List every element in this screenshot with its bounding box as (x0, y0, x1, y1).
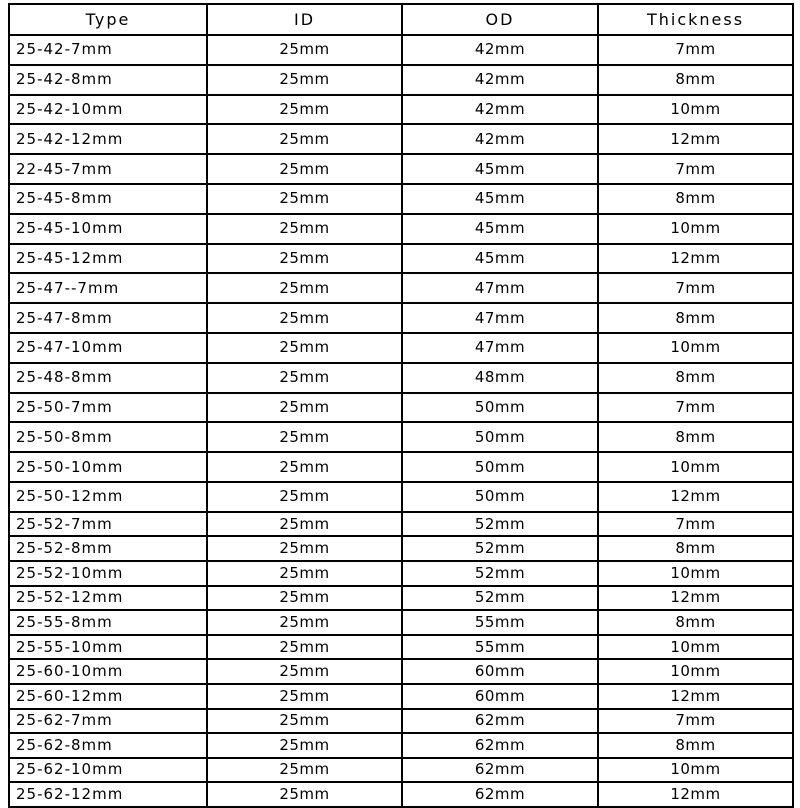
table-row (9, 610, 793, 635)
cell-id: 25mm (207, 782, 402, 807)
cell-id: 25mm (207, 758, 402, 783)
cell-thickness: 10mm (598, 452, 793, 482)
cell-type: 25-42-12mm (9, 124, 207, 154)
cell-thickness: 10mm (598, 635, 793, 660)
cell-thickness: 8mm (598, 363, 793, 393)
cell-od: 50mm (402, 482, 598, 512)
cell-od: 42mm (402, 124, 598, 154)
cell-type: 25-42-8mm (9, 65, 207, 95)
cell-type: 25-47--7mm (9, 273, 207, 303)
cell-thickness: 12mm (598, 782, 793, 807)
table-row (9, 273, 793, 303)
cell-id: 25mm (207, 452, 402, 482)
cell-thickness: 12mm (598, 244, 793, 274)
table-body (9, 35, 793, 807)
cell-od: 50mm (402, 422, 598, 452)
cell-type: 25-50-8mm (9, 422, 207, 452)
cell-od: 45mm (402, 154, 598, 184)
cell-type: 25-42-10mm (9, 95, 207, 125)
cell-od: 42mm (402, 35, 598, 65)
table-row (9, 363, 793, 393)
cell-od: 45mm (402, 184, 598, 214)
cell-type: 25-52-12mm (9, 586, 207, 611)
cell-type: 25-50-12mm (9, 482, 207, 512)
cell-thickness: 10mm (598, 561, 793, 586)
cell-id: 25mm (207, 684, 402, 709)
cell-id: 25mm (207, 536, 402, 561)
cell-id: 25mm (207, 610, 402, 635)
table-row (9, 586, 793, 611)
cell-type: 25-52-10mm (9, 561, 207, 586)
cell-type: 22-45-7mm (9, 154, 207, 184)
cell-od: 47mm (402, 303, 598, 333)
cell-od: 42mm (402, 95, 598, 125)
cell-thickness: 12mm (598, 124, 793, 154)
table-row (9, 452, 793, 482)
header-id: ID (207, 4, 402, 35)
cell-id: 25mm (207, 333, 402, 363)
cell-id: 25mm (207, 561, 402, 586)
cell-thickness: 7mm (598, 273, 793, 303)
cell-thickness: 8mm (598, 184, 793, 214)
cell-thickness: 8mm (598, 733, 793, 758)
cell-thickness: 12mm (598, 482, 793, 512)
cell-type: 25-48-8mm (9, 363, 207, 393)
cell-type: 25-50-7mm (9, 393, 207, 423)
cell-od: 52mm (402, 512, 598, 537)
cell-thickness: 7mm (598, 35, 793, 65)
cell-id: 25mm (207, 303, 402, 333)
cell-od: 55mm (402, 610, 598, 635)
cell-type: 25-45-10mm (9, 214, 207, 244)
header-od: OD (402, 4, 598, 35)
cell-od: 47mm (402, 273, 598, 303)
cell-type: 25-60-10mm (9, 659, 207, 684)
cell-od: 45mm (402, 244, 598, 274)
cell-id: 25mm (207, 363, 402, 393)
cell-od: 50mm (402, 452, 598, 482)
table-row (9, 333, 793, 363)
table-row (9, 303, 793, 333)
table-row (9, 35, 793, 65)
cell-od: 52mm (402, 586, 598, 611)
cell-type: 25-60-12mm (9, 684, 207, 709)
table-row (9, 709, 793, 734)
cell-id: 25mm (207, 65, 402, 95)
cell-id: 25mm (207, 184, 402, 214)
table-row (9, 422, 793, 452)
table-row (9, 393, 793, 423)
cell-type: 25-62-12mm (9, 782, 207, 807)
cell-thickness: 10mm (598, 214, 793, 244)
table-row (9, 733, 793, 758)
cell-od: 60mm (402, 684, 598, 709)
cell-type: 25-62-10mm (9, 758, 207, 783)
cell-type: 25-47-8mm (9, 303, 207, 333)
cell-id: 25mm (207, 154, 402, 184)
cell-thickness: 8mm (598, 65, 793, 95)
cell-id: 25mm (207, 482, 402, 512)
cell-od: 42mm (402, 65, 598, 95)
cell-type: 25-55-10mm (9, 635, 207, 660)
cell-thickness: 10mm (598, 758, 793, 783)
table-row (9, 561, 793, 586)
cell-thickness: 10mm (598, 659, 793, 684)
cell-thickness: 12mm (598, 684, 793, 709)
cell-od: 62mm (402, 782, 598, 807)
table-row (9, 758, 793, 783)
cell-id: 25mm (207, 214, 402, 244)
cell-od: 52mm (402, 561, 598, 586)
table-row (9, 635, 793, 660)
cell-od: 50mm (402, 393, 598, 423)
cell-id: 25mm (207, 124, 402, 154)
cell-id: 25mm (207, 273, 402, 303)
table-row (9, 782, 793, 807)
table-row (9, 184, 793, 214)
header-thickness: Thickness (598, 4, 793, 35)
cell-od: 60mm (402, 659, 598, 684)
cell-id: 25mm (207, 244, 402, 274)
cell-type: 25-42-7mm (9, 35, 207, 65)
table-row (9, 214, 793, 244)
size-table (8, 3, 794, 808)
table-row (9, 95, 793, 125)
cell-id: 25mm (207, 512, 402, 537)
cell-id: 25mm (207, 586, 402, 611)
cell-od: 55mm (402, 635, 598, 660)
cell-id: 25mm (207, 95, 402, 125)
cell-od: 62mm (402, 733, 598, 758)
cell-od: 62mm (402, 758, 598, 783)
cell-id: 25mm (207, 733, 402, 758)
cell-id: 25mm (207, 709, 402, 734)
cell-id: 25mm (207, 659, 402, 684)
table-row (9, 512, 793, 537)
cell-thickness: 8mm (598, 422, 793, 452)
cell-thickness: 8mm (598, 303, 793, 333)
table-row (9, 124, 793, 154)
cell-type: 25-50-10mm (9, 452, 207, 482)
cell-type: 25-52-8mm (9, 536, 207, 561)
table-row (9, 684, 793, 709)
table-row (9, 659, 793, 684)
header-type: Type (9, 4, 207, 35)
cell-id: 25mm (207, 422, 402, 452)
cell-thickness: 7mm (598, 154, 793, 184)
cell-od: 52mm (402, 536, 598, 561)
table-row (9, 536, 793, 561)
cell-type: 25-62-7mm (9, 709, 207, 734)
header-row (9, 4, 793, 35)
cell-od: 48mm (402, 363, 598, 393)
spec-sheet (8, 3, 792, 804)
cell-thickness: 12mm (598, 586, 793, 611)
cell-thickness: 8mm (598, 610, 793, 635)
cell-od: 62mm (402, 709, 598, 734)
cell-thickness: 10mm (598, 333, 793, 363)
cell-id: 25mm (207, 35, 402, 65)
table-row (9, 244, 793, 274)
cell-id: 25mm (207, 393, 402, 423)
cell-thickness: 8mm (598, 536, 793, 561)
cell-type: 25-62-8mm (9, 733, 207, 758)
table-row (9, 482, 793, 512)
table-row (9, 154, 793, 184)
cell-type: 25-47-10mm (9, 333, 207, 363)
cell-type: 25-45-8mm (9, 184, 207, 214)
cell-type: 25-45-12mm (9, 244, 207, 274)
cell-type: 25-52-7mm (9, 512, 207, 537)
cell-thickness: 10mm (598, 95, 793, 125)
table-header (9, 4, 793, 35)
cell-od: 47mm (402, 333, 598, 363)
cell-od: 45mm (402, 214, 598, 244)
cell-thickness: 7mm (598, 709, 793, 734)
cell-thickness: 7mm (598, 512, 793, 537)
cell-id: 25mm (207, 635, 402, 660)
cell-type: 25-55-8mm (9, 610, 207, 635)
table-row (9, 65, 793, 95)
cell-thickness: 7mm (598, 393, 793, 423)
